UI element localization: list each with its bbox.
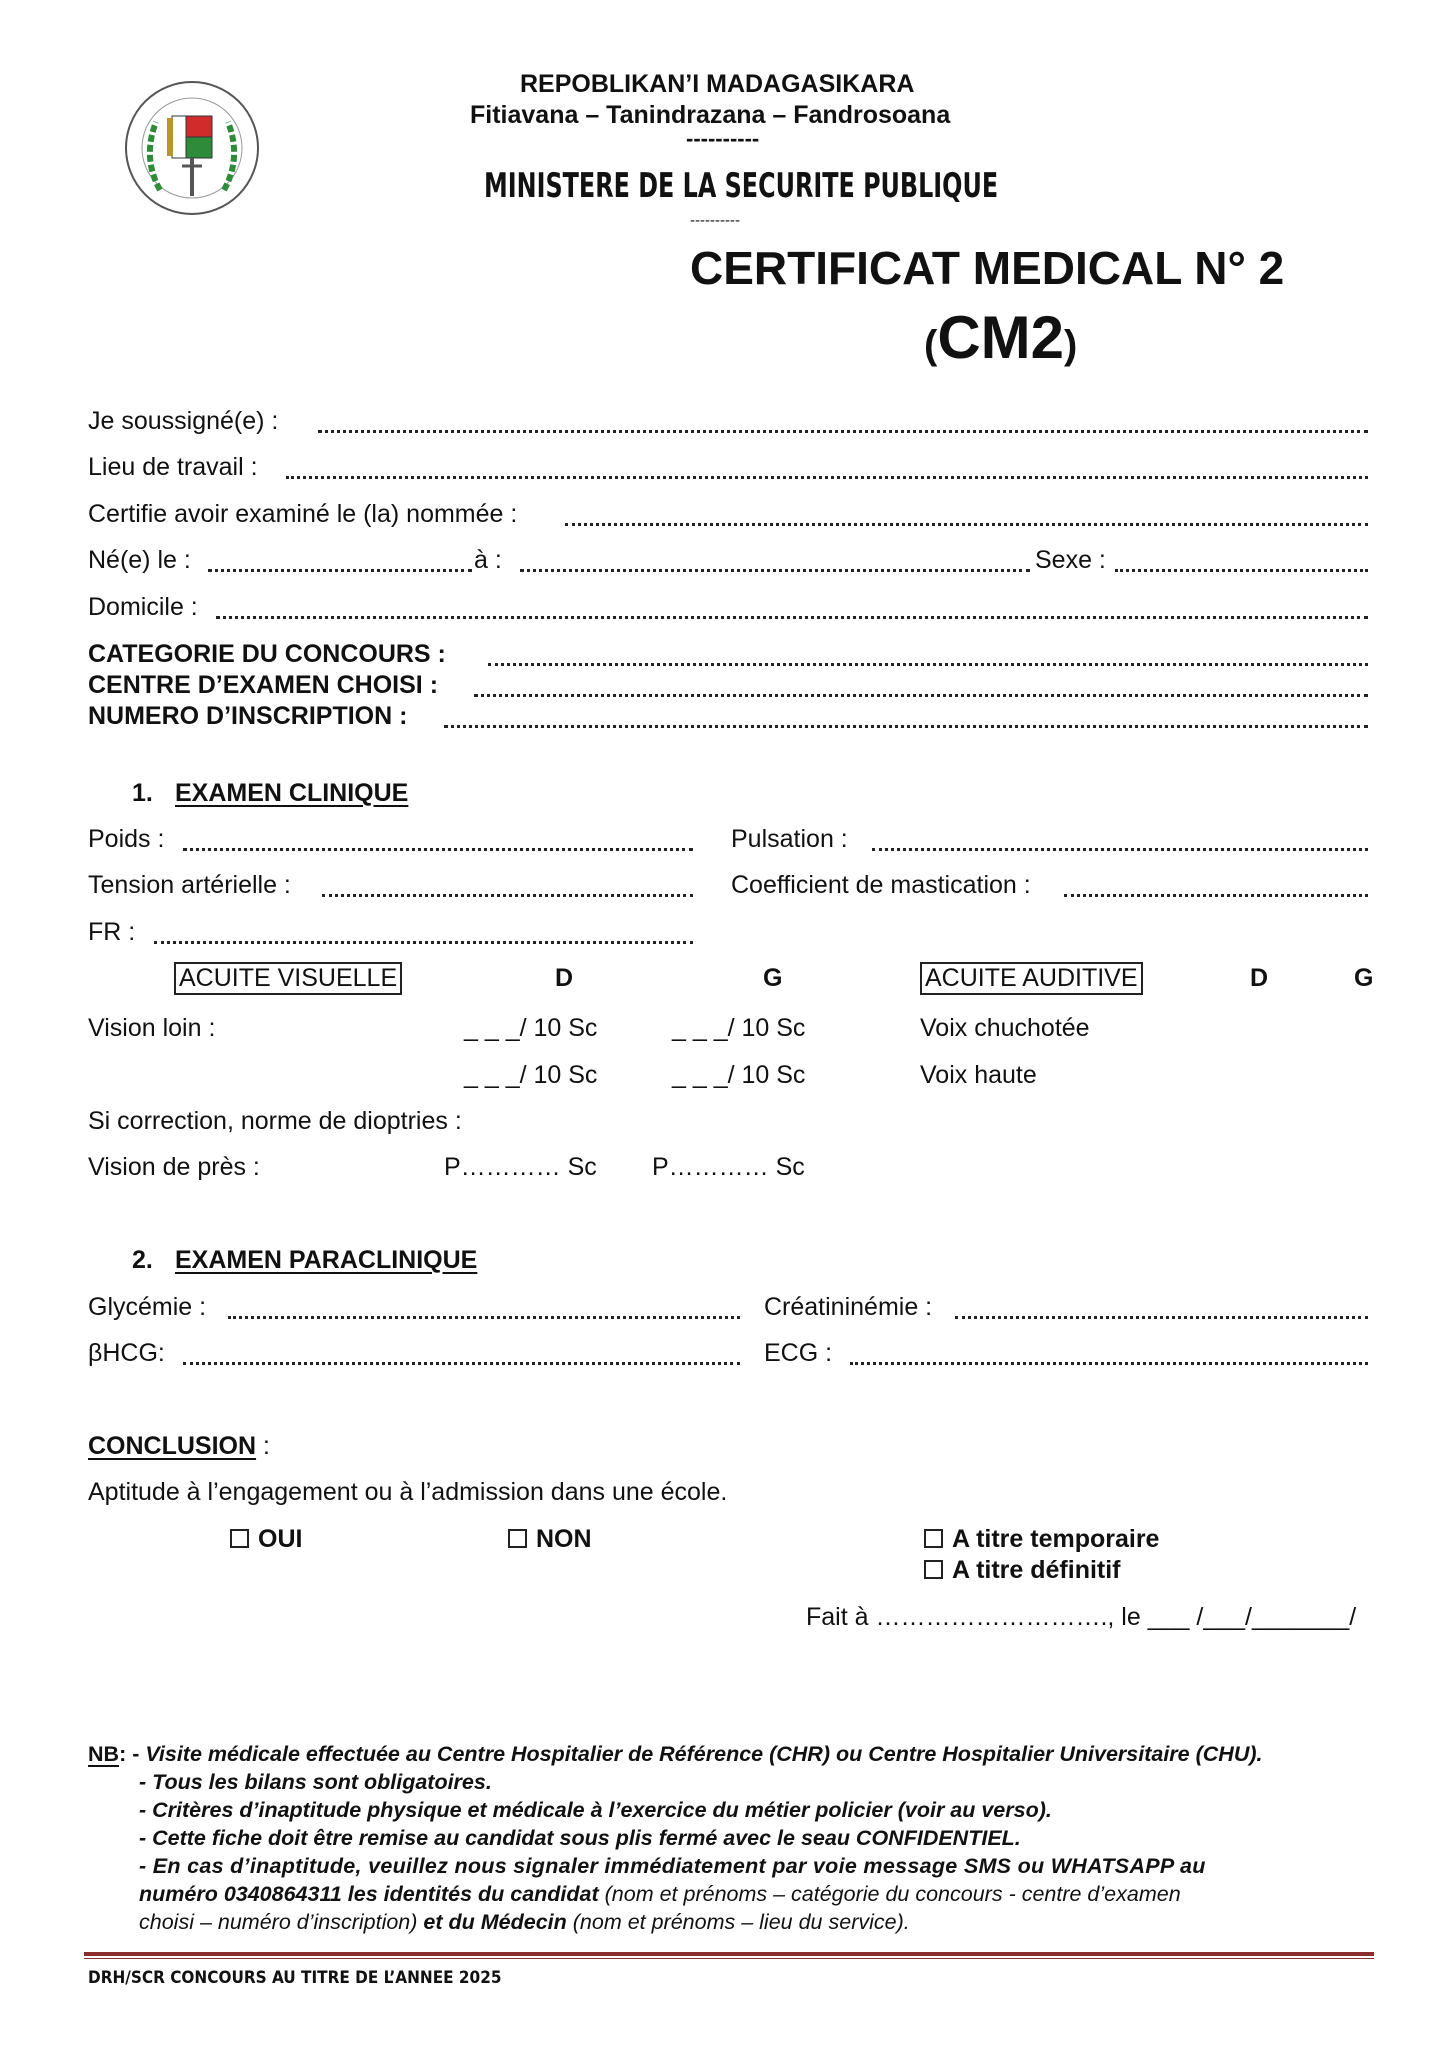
field-chewing[interactable] bbox=[1064, 894, 1368, 897]
paren-close: ) bbox=[1064, 323, 1078, 367]
footer-rule-thin bbox=[84, 1958, 1374, 1959]
label-undersigned: Je soussigné(e) : bbox=[88, 407, 279, 435]
hearing-right-header: D bbox=[1250, 964, 1269, 992]
field-sex[interactable] bbox=[1115, 569, 1368, 572]
section-clinical-number: 1. bbox=[132, 779, 153, 807]
note-7-bold: et du Médecin bbox=[417, 1910, 567, 1934]
note-6-bold: numéro 0340864311 les identités du candidat bbox=[139, 1882, 599, 1906]
label-weight: Poids : bbox=[88, 825, 165, 853]
done-at-line[interactable]: Fait à ………………………., le ___ /___/_______/ bbox=[806, 1603, 1357, 1631]
checkbox-no[interactable] bbox=[508, 1529, 527, 1548]
far-right-score[interactable]: _ _ _/ 10 Sc bbox=[464, 1014, 598, 1042]
label-ecg: ECG : bbox=[764, 1339, 833, 1367]
note-line-2: - Tous les bilans sont obligatoires. bbox=[139, 1770, 492, 1794]
label-examined: Certifie avoir examiné le (la) nommée : bbox=[88, 500, 518, 528]
option-temporary[interactable] bbox=[924, 1525, 1159, 1554]
field-at[interactable] bbox=[520, 569, 1030, 572]
checkbox-yes[interactable] bbox=[230, 1529, 249, 1548]
conclusion-title: CONCLUSION bbox=[88, 1432, 257, 1460]
visual-acuity-header: ACUITE VISUELLE bbox=[174, 962, 402, 995]
field-fr[interactable] bbox=[154, 941, 693, 944]
far-right-score-2[interactable]: _ _ _/ 10 Sc bbox=[464, 1061, 598, 1089]
field-registration[interactable] bbox=[444, 725, 1368, 728]
checkbox-definitive[interactable] bbox=[924, 1560, 943, 1579]
field-bhcg[interactable] bbox=[183, 1362, 740, 1365]
option-no-label: NON bbox=[536, 1525, 592, 1553]
option-definitive-label: A titre définitif bbox=[952, 1556, 1121, 1584]
section-paraclinical-title: EXAMEN PARACLINIQUE bbox=[175, 1246, 478, 1274]
label-pulse: Pulsation : bbox=[731, 825, 848, 853]
national-motto: Fitiavana – Tanindrazana – Fandrosoana bbox=[470, 101, 951, 129]
label-near-vision: Vision de près : bbox=[88, 1153, 260, 1181]
field-born[interactable] bbox=[208, 569, 472, 572]
label-far-vision: Vision loin : bbox=[88, 1014, 216, 1042]
near-right-score[interactable]: P………… Sc bbox=[444, 1153, 597, 1181]
field-creatinine[interactable] bbox=[955, 1316, 1368, 1319]
ministry-seal bbox=[122, 78, 262, 218]
note-7-normal-b: (nom et prénoms – lieu du service). bbox=[566, 1910, 910, 1934]
label-loud: Voix haute bbox=[920, 1061, 1037, 1089]
note-line-6 bbox=[139, 1882, 1181, 1907]
header-separator-2: ---------- bbox=[690, 212, 740, 229]
note-label-colon: : - bbox=[119, 1742, 146, 1766]
note-text-1: Visite médicale effectuée au Centre Hospitalier de Référence (CHR) ou Centre Hospitalier Universitaire (CHU). bbox=[145, 1742, 1263, 1766]
conclusion-heading bbox=[88, 1432, 270, 1461]
visual-right-header: D bbox=[555, 964, 574, 992]
note-line-3: - Critères d’inaptitude physique et médicale à l’exercice du métier policier (voir au verso). bbox=[139, 1798, 1052, 1822]
code-text: CM2 bbox=[937, 304, 1065, 371]
label-correction: Si correction, norme de dioptries : bbox=[88, 1107, 462, 1135]
field-weight[interactable] bbox=[183, 848, 693, 851]
header-separator: ---------- bbox=[686, 126, 760, 151]
note-line-7 bbox=[139, 1910, 910, 1935]
field-examined[interactable] bbox=[565, 523, 1368, 526]
option-definitive[interactable] bbox=[924, 1556, 1121, 1585]
label-category: CATEGORIE DU CONCOURS : bbox=[88, 640, 446, 668]
label-creatinine: Créatininémie : bbox=[764, 1293, 933, 1321]
footer-rule bbox=[84, 1952, 1374, 1956]
near-left-score[interactable]: P………… Sc bbox=[652, 1153, 805, 1181]
option-yes[interactable] bbox=[230, 1525, 302, 1554]
label-workplace: Lieu de travail : bbox=[88, 453, 258, 481]
label-sex: Sexe : bbox=[1035, 546, 1106, 574]
label-at: à : bbox=[474, 546, 502, 574]
label-registration: NUMERO D’INSCRIPTION : bbox=[88, 702, 408, 730]
field-ecg[interactable] bbox=[850, 1362, 1368, 1365]
footer-text: DRH/SCR CONCOURS AU TITRE DE L’ANNEE 2025 bbox=[88, 1968, 502, 1988]
republic-name: REPOBLIKAN’I MADAGASIKARA bbox=[520, 70, 915, 98]
field-pulse[interactable] bbox=[872, 848, 1368, 851]
hearing-acuity-header: ACUITE AUDITIVE bbox=[920, 962, 1143, 995]
label-fr: FR : bbox=[88, 918, 136, 946]
field-workplace[interactable] bbox=[286, 476, 1368, 479]
label-blood-pressure: Tension artérielle : bbox=[88, 871, 291, 899]
label-glycemia: Glycémie : bbox=[88, 1293, 207, 1321]
checkbox-temporary[interactable] bbox=[924, 1529, 943, 1548]
label-chewing: Coefficient de mastication : bbox=[731, 871, 1031, 899]
note-line-1 bbox=[88, 1742, 1262, 1767]
aptitude-statement: Aptitude à l’engagement ou à l’admission dans une école. bbox=[88, 1478, 728, 1506]
field-glycemia[interactable] bbox=[228, 1316, 740, 1319]
certificate-code bbox=[924, 303, 1077, 372]
section-paraclinical-number: 2. bbox=[132, 1246, 153, 1274]
option-no[interactable] bbox=[508, 1525, 592, 1554]
far-left-score[interactable]: _ _ _/ 10 Sc bbox=[672, 1014, 806, 1042]
note-label: NB bbox=[88, 1742, 120, 1766]
field-blood-pressure[interactable] bbox=[322, 894, 693, 897]
ministry-name: MINISTERE DE LA SECURITE PUBLIQUE bbox=[484, 166, 999, 206]
note-6-normal: (nom et prénoms – catégorie du concours - centre d’examen bbox=[598, 1882, 1181, 1906]
field-center[interactable] bbox=[474, 694, 1368, 697]
option-temporary-label: A titre temporaire bbox=[952, 1525, 1160, 1553]
field-undersigned[interactable] bbox=[318, 430, 1368, 433]
conclusion-colon: : bbox=[263, 1432, 270, 1460]
section-clinical-title: EXAMEN CLINIQUE bbox=[175, 779, 409, 807]
far-left-score-2[interactable]: _ _ _/ 10 Sc bbox=[672, 1061, 806, 1089]
field-category[interactable] bbox=[488, 663, 1368, 666]
label-domicile: Domicile : bbox=[88, 593, 198, 621]
label-bhcg: βHCG: bbox=[88, 1339, 165, 1367]
note-line-4: - Cette fiche doit être remise au candidat sous plis fermé avec le seau CONFIDENTIEL. bbox=[139, 1826, 1021, 1850]
paren-open: ( bbox=[924, 323, 938, 367]
note-7-normal-a: choisi – numéro d’inscription) bbox=[139, 1910, 418, 1934]
note-line-5: - En cas d’inaptitude, veuillez nous signaler immédiatement par voie message SMS ou WHATSAPP au bbox=[139, 1854, 1206, 1878]
page-title: CERTIFICAT MEDICAL N° 2 bbox=[690, 242, 1285, 294]
option-yes-label: OUI bbox=[258, 1525, 303, 1553]
label-born: Né(e) le : bbox=[88, 546, 191, 574]
field-domicile[interactable] bbox=[216, 616, 1368, 619]
label-center: CENTRE D’EXAMEN CHOISI : bbox=[88, 671, 439, 699]
hearing-left-header: G bbox=[1354, 964, 1374, 992]
visual-left-header: G bbox=[763, 964, 783, 992]
label-whisper: Voix chuchotée bbox=[920, 1014, 1090, 1042]
